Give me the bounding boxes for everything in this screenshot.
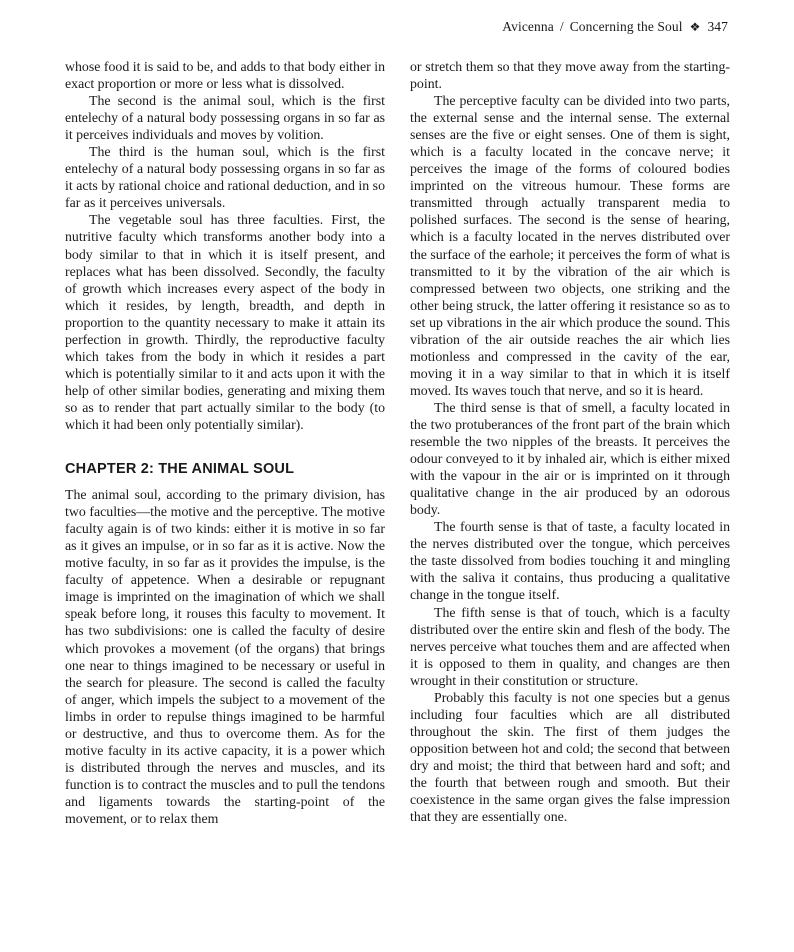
- paragraph: The third is the human soul, which is the first entelechy of a natural body possessing organs in so far as it acts by rational choice and rational deduction, and in so far as it perceives universals.: [65, 144, 385, 211]
- header-title: Concerning the Soul: [569, 19, 683, 34]
- left-column: [65, 58, 385, 827]
- paragraph: The fifth sense is that of touch, which is a faculty distributed over the entire skin and flesh of the body. The nerves perceive what touches them and are affected when it is opposed to them in quality, and changes are then wrought in their constitution or structure.: [410, 604, 730, 688]
- paragraph: The animal soul, according to the primary division, has two faculties—the motive and the perceptive. The motive faculty again is of two kinds: either it is motive in so far as it gives an impulse, or in so far as it is active. Now the motive faculty, in so far as it provides the impulse, is the faculty of appetence. When a desirable or repugnant image is imprinted on the imagination of which we shall speak before long, it rouses this faculty to movement. It has two subdivisions: one is called the faculty of desire which provokes a movement (of the organs) that brings one near to things imagined to be necessary or useful in the search for pleasure. The second is called the faculty of anger, which impels the subject to a movement of the limbs in order to repulse things imagined to be harmful or destructive, and thus to overcome them. As for the motive faculty in its active capacity, it is a power which is distributed through the nerves and muscles, and its function is to contract the muscles and to pull the tendons and ligaments towards the starting-point of the movement, or to relax them: [65, 487, 385, 826]
- paragraph: Probably this faculty is not one species but a genus including four faculties which are all distributed throughout the skin. The first of them judges the opposition between hot and cold; the second that between dry and moist; the third that between hard and soft; and the fourth that between rough and smooth. But their coexistence in the same organ gives the false impression that they are essentially one.: [410, 689, 730, 825]
- paragraph: The vegetable soul has three faculties. First, the nutritive faculty which transforms another body into a body similar to that in which it is itself present, and replaces what has been dissolved. Secondly, the faculty of growth which increases every aspect of the body in which it resides, by length, breadth, and depth in proportion to the quantity necessary to make it attain its perfection in growth. Thirdly, the reproductive faculty which takes from the body in which it resides a part which is potentially similar to it and acts upon it with the help of other similar bodies, generating and mixing them so as to render that part actually similar to the body (to which it had been only potentially similar).: [65, 212, 385, 432]
- header-author: Avicenna: [502, 19, 554, 34]
- ornament-icon: ❖: [689, 20, 701, 34]
- paragraph: The perceptive faculty can be divided into two parts, the external sense and the internal sense. The external senses are the five or eight senses. One of them is sight, which is a faculty located in the concave nerve; it perceives the image of the forms of coloured bodies imprinted on the vitreous humour. These forms are transmitted through actually transparent media to polished surfaces. The second is the sense of hearing, which is a faculty located in the nerves distributed over the surface of the earhole; it perceives the form of what is transmitted to it by the vibration of the air which is compressed between two objects, one striking and the other being struck, the latter offering it resistance so as to set up vibrations in the air which produce the sound. This vibration of the air outside reaches the air which lies motionless and compressed in the cavity of the ear, moving it in a way similar to that in which it is itself moved. Its waves touch that nerve, and so it is heard.: [410, 93, 730, 398]
- paragraph: The third sense is that of smell, a faculty located in the two protuberances of the front part of the brain which resemble the two nipples of the breasts. It perceives the odour conveyed to it by inhaled air, which is either mixed with the vapour in the air or is imprinted on it through qualitative change in the air produced by an odorous body.: [410, 399, 730, 518]
- right-column: [410, 58, 730, 825]
- paragraph: or stretch them so that they move away from the starting-point.: [410, 59, 730, 92]
- chapter-heading: CHAPTER 2: THE ANIMAL SOUL: [65, 461, 295, 478]
- paragraph: whose food it is said to be, and adds to that body either in exact proportion or more or less what is dissolved.: [65, 59, 385, 92]
- paragraph: The second is the animal soul, which is the first entelechy of a natural body possessing organs in so far as it perceives individuals and moves by volition.: [65, 93, 385, 143]
- paragraph: The fourth sense is that of taste, a faculty located in the nerves distributed over the tongue, which perceives the taste dissolved from bodies touching it and mingling with the saliva it contains, thus producing a qualitative change in the tongue itself.: [410, 519, 730, 603]
- running-header: [502, 19, 728, 35]
- header-separator: /: [559, 19, 564, 34]
- page-number: 347: [707, 19, 728, 34]
